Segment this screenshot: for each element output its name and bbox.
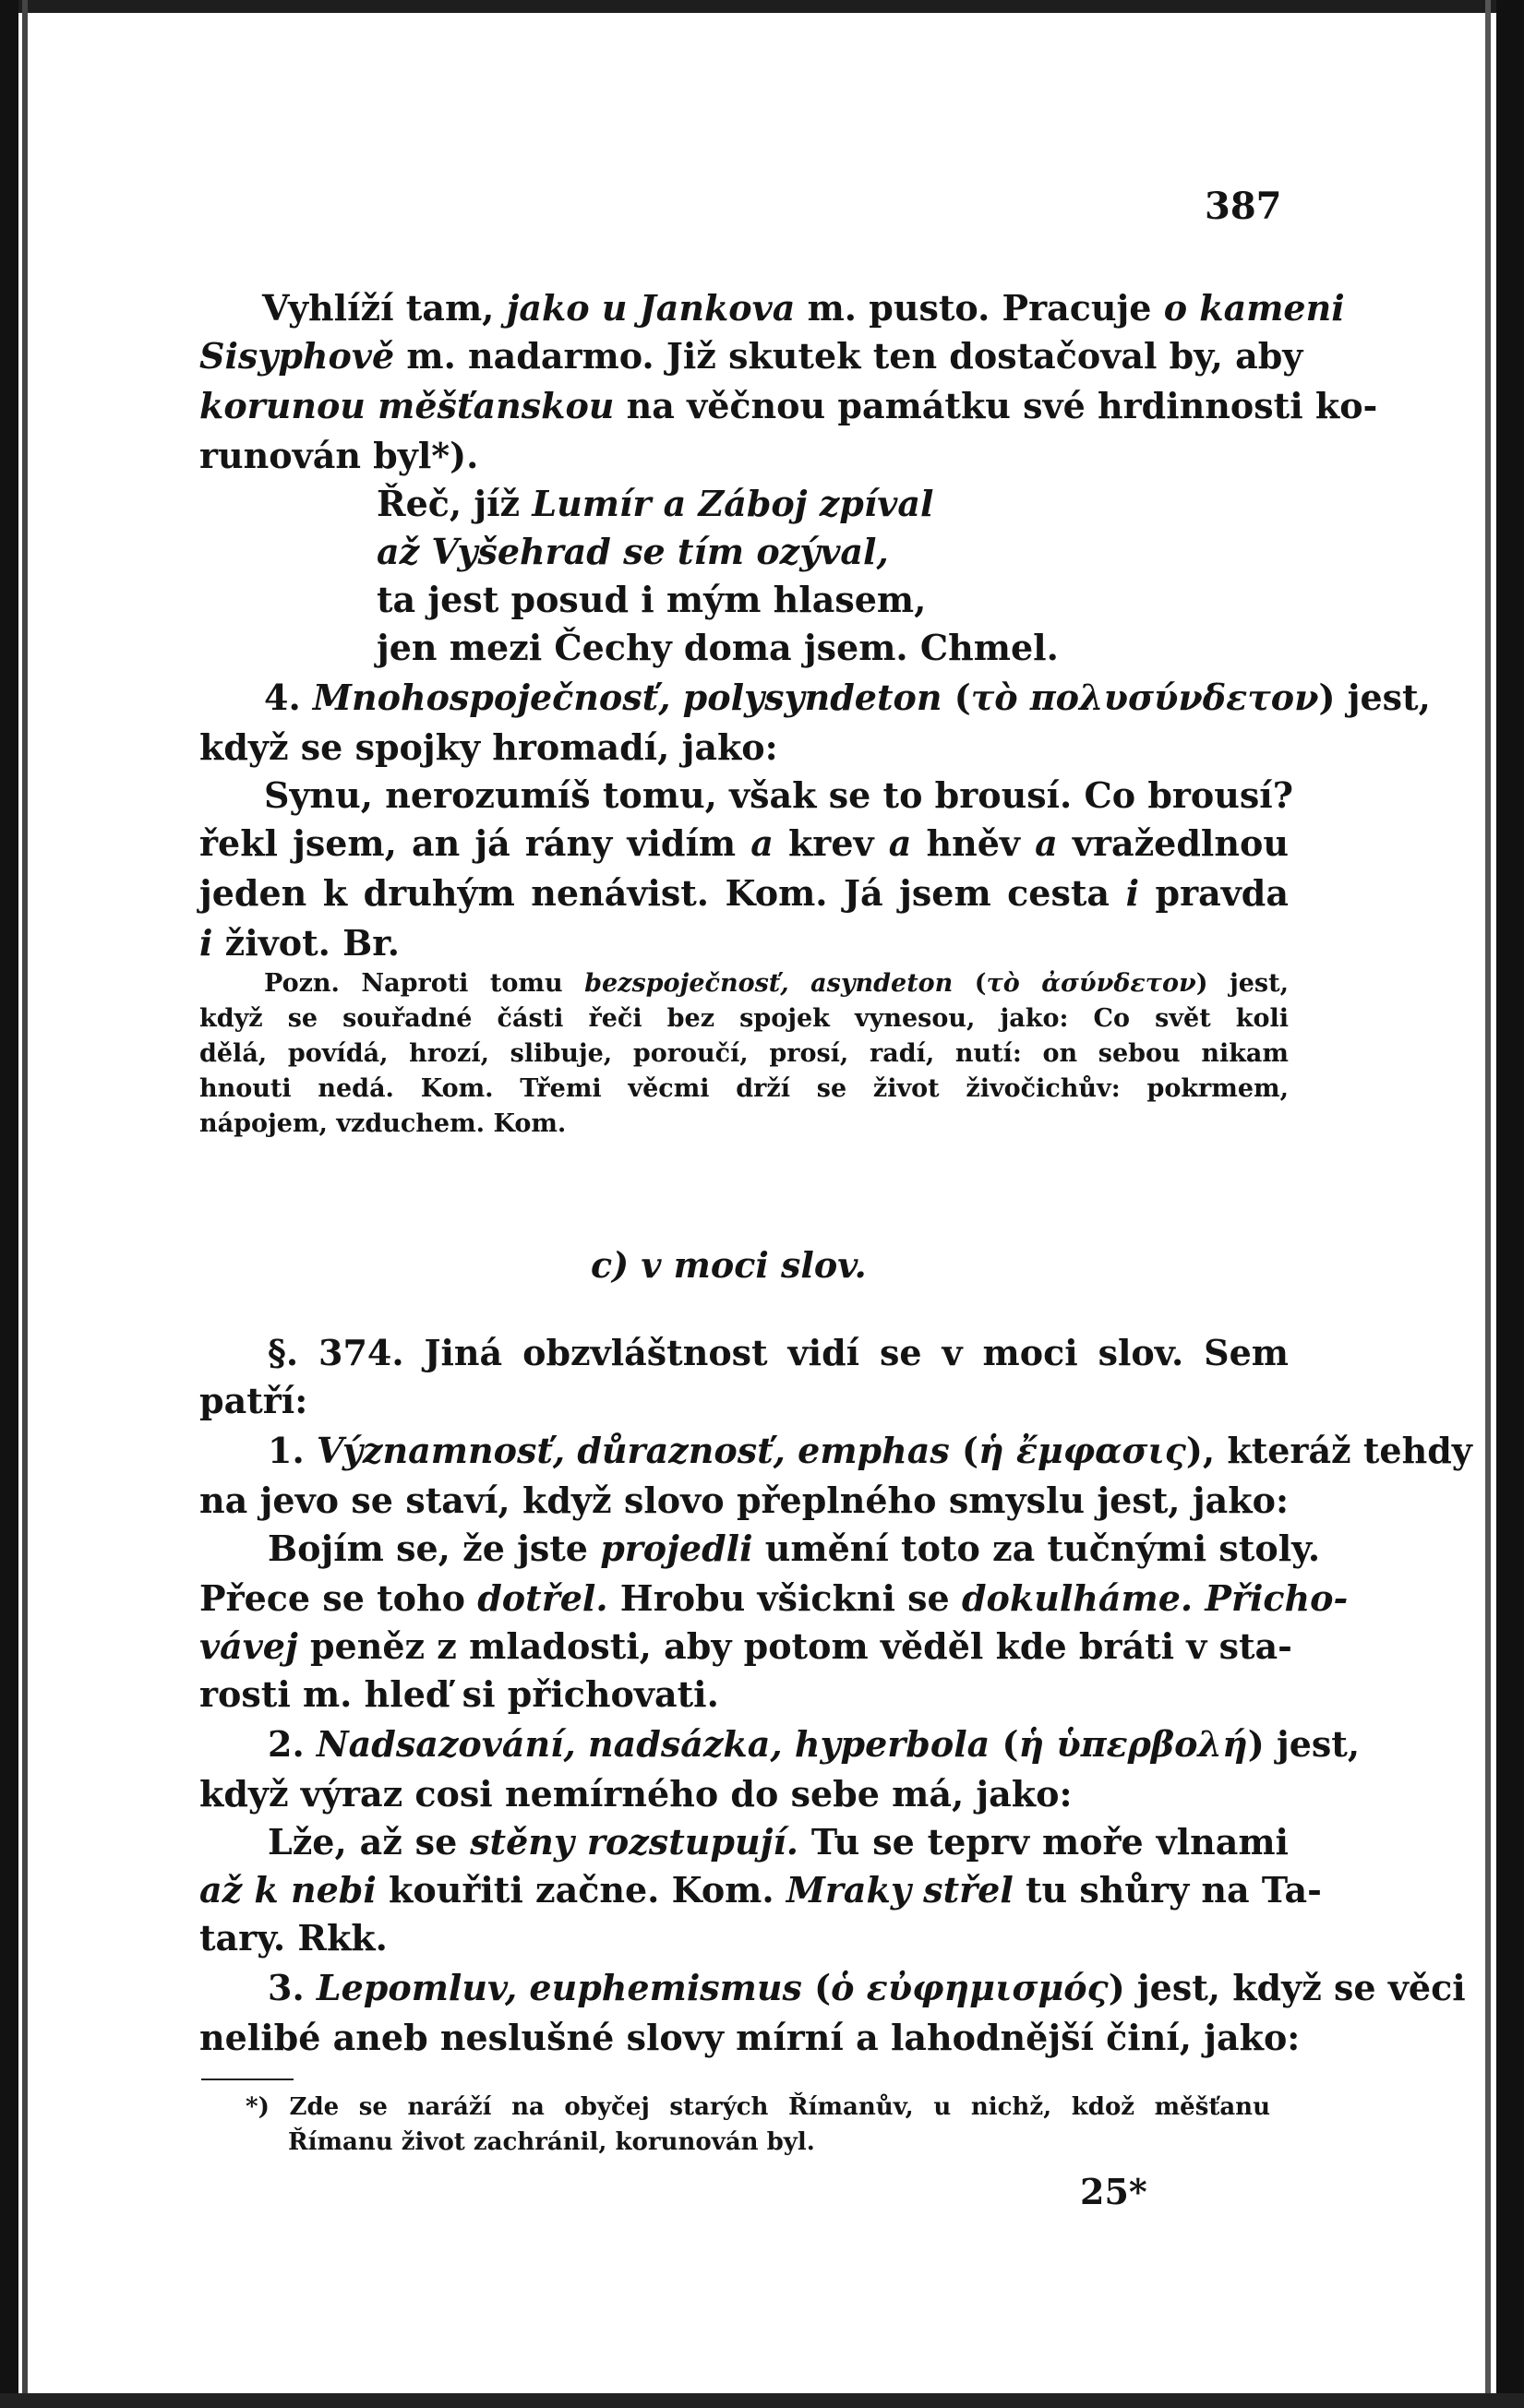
text-line: na jevo se staví, když slovo přeplného smyslu jest, jako: (199, 1480, 1289, 1521)
text-line: Synu, nerozumíš tomu, však se to brousí. Co brousí? (264, 774, 1293, 816)
signature-mark: 25* (1080, 2171, 1147, 2212)
section-heading: c) v moci slov. (591, 1244, 867, 1286)
text-line: tary. Rkk. (199, 1917, 388, 1959)
text-line: runován byl*). (199, 435, 479, 476)
text-line: 3. Lepomluv, euphemismus (ὁ εὐφημισμός) jest, když se věci (268, 1967, 1466, 2008)
note-line: když se souřadné části řeči bez spojek vynesou, jako: Co svět koli (199, 1004, 1289, 1033)
scan-border-top (0, 0, 1524, 13)
text-line: Přece se toho dotřel. Hrobu všickni se dokulháme. Přicho- (199, 1577, 1349, 1619)
text-line: když výraz cosi nemírného do sebe má, jako: (199, 1773, 1073, 1815)
text-line: jeden k druhým nenávist. Kom. Já jsem cesta i pravda (199, 872, 1289, 914)
footnote-rule (201, 2079, 294, 2080)
scan-border-right-inner (1485, 0, 1491, 2408)
text-line: patří: (199, 1380, 308, 1421)
text-line: 1. Významnosť, důraznosť, emphas (ἡ ἔμφασις), kteráž tehdy (268, 1430, 1472, 1471)
scan-border-bottom (0, 2393, 1524, 2408)
verse-line: až Vyšehrad se tím ozýval, (377, 531, 889, 572)
text-line: 4. Mnohospoječnosť, polysyndeton (τὸ πολυσύνδετον) jest, (264, 677, 1431, 718)
note-line: hnouti nedá. Kom. Třemi věcmi drží se život živočichův: pokrmem, (199, 1074, 1289, 1103)
text-line: až k nebi kouřiti začne. Kom. Mraky střel tu shůry na Ta- (199, 1869, 1322, 1911)
text-line: rosti m. hleď si přichovati. (199, 1673, 719, 1715)
text-line: 2. Nadsazování, nadsázka, hyperbola (ἡ ὑπερβολή) jest, (268, 1723, 1361, 1765)
text-line: nelibé aneb neslušné slovy mírní a lahodnější činí, jako: (199, 2017, 1301, 2058)
text-line: Vyhlíží tam, jako u Jankova m. pusto. Pracuje o kameni (262, 287, 1345, 329)
verse-line: Řeč, jíž Lumír a Záboj zpíval (377, 483, 934, 524)
text-line: Bojím se, že jste projedli umění toto za tučnými stoly. (268, 1527, 1321, 1569)
footnote-line: *) Zde se naráží na obyčej starých Římanův, u nichž, kdož měšťanu (246, 2093, 1270, 2121)
footnote-line: Římanu život zachránil, korunován byl. (288, 2128, 815, 2156)
text-line: vávej peněz z mladosti, aby potom věděl kde bráti v sta- (199, 1625, 1292, 1667)
verse-line: jen mezi Čechy doma jsem. Chmel. (377, 627, 1059, 668)
text-line: §. 374. Jiná obzvláštnost vidí se v moci slov. Sem (268, 1332, 1289, 1373)
note-line: Pozn. Naproti tomu bezspoječnosť, asyndeton (τὸ ἀσύνδετον) jest, (264, 969, 1289, 998)
text-line: řekl jsem, an já rány vidím a krev a hněv a vražedlnou (199, 822, 1289, 864)
text-line: i život. Br. (199, 922, 400, 964)
note-line: nápojem, vzduchem. Kom. (199, 1109, 567, 1138)
text-line: Lže, až se stěny rozstupují. Tu se teprv moře vlnami (268, 1821, 1289, 1863)
text-line: když se spojky hromadí, jako: (199, 726, 778, 768)
page-number: 387 (1205, 185, 1282, 228)
verse-line: ta jest posud i mým hlasem, (377, 579, 927, 620)
scan-border-left (0, 0, 18, 2408)
text-line: Sisyphově m. nadarmo. Již skutek ten dostačoval by, aby (199, 335, 1303, 377)
note-line: dělá, povídá, hrozí, slibuje, poroučí, prosí, radí, nutí: on sebou nikam (199, 1039, 1289, 1068)
text-line: korunou měšťanskou na věčnou památku své hrdinnosti ko- (199, 385, 1378, 426)
scan-border-left-inner (22, 0, 28, 2408)
scan-border-right (1496, 0, 1524, 2408)
